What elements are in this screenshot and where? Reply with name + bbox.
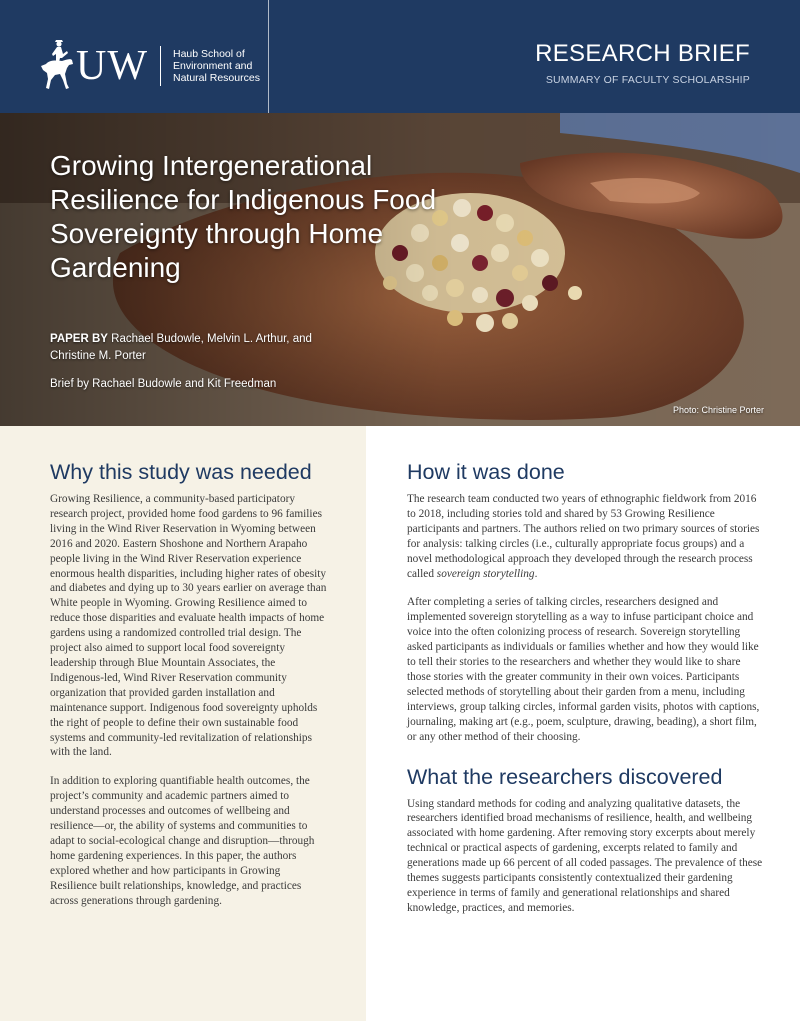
paper-by-label: PAPER BY: [50, 333, 108, 345]
uw-wordmark: UW: [76, 43, 148, 89]
research-brief-title: RESEARCH BRIEF: [535, 40, 750, 67]
school-line-1: Haub School of: [172, 48, 245, 60]
school-line-3: Natural Resources: [172, 72, 260, 84]
right-column-content: [407, 460, 765, 916]
header-band: [0, 0, 800, 113]
header-vertical-divider: [268, 0, 269, 113]
paper-authors: [50, 331, 350, 365]
why-needed-paragraph-1: Growing Resilience, a community-based participatory research project, provided home food gardens to 96 families living in the Wind River Reservation in Wyoming between 2016 and 2020. Eastern Shoshone and Northern Arapaho people living in the Wind River Reservation experience enormous health disparities, including higher rates of obesity and diabetes and dying up to 30 years earlier on average than White people in Wyoming. Growing Resilience aimed to reduce those disparities and evaluate health impacts of home gardens using a randomized controlled trial design. The project also aimed to support local food sovereignty leadership through Blue Mountain Associates, the Indigenous-led, Wind River Reservation community organization that provided garden installation and maintenance support. Indigenous food sovereignty upholds the right of people to define their own sustainable food systems and community-led revitalization of relationships with the land.: [50, 493, 327, 759]
school-name: [173, 48, 260, 84]
right-column: [366, 426, 800, 1021]
how-done-heading: How it was done: [407, 460, 565, 484]
brief-headline: Growing Intergenerational Resilience for Indigenous Food Sovereignty through Home Gardening: [50, 150, 437, 283]
how-done-paragraph-1: [407, 492, 765, 581]
why-needed-heading: Why this study was needed: [50, 460, 312, 484]
how-done-paragraph-1-end: .: [534, 567, 538, 580]
left-column-content: [50, 460, 328, 908]
photo-credit: Photo: Christine Porter: [672, 405, 764, 415]
why-needed-paragraph-2: In addition to exploring quantifiable health outcomes, the project’s community and academic partners aimed to understand processes and outcomes of wellbeing and resilience—or, the ability of systems and communities to adapt to social-ecological change and disruption—through home gardening experiences. In this paper, the authors explored whether and how participants in Growing Resilience built relationships, knowledge, and practices across generations through gardening.: [50, 775, 315, 907]
school-line-2: Environment and: [172, 60, 253, 72]
discovered-paragraph: Using standard methods for coding and analyzing qualitative datasets, the researchers identified broad mechanisms of resilience, health, and wellbeing associated with home gardening. After removing story excerpts about merely technical or practical aspects of gardening, excerpts related to family and generations made up 66 percent of all coded passages. The prevalence of these themes suggests participants consistently contextualized their gardening experience in terms of family and generational relationships and shared knowledge, practices, and memories.: [407, 797, 763, 914]
discovered-heading: What the researchers discovered: [407, 764, 723, 789]
brief-authors: Brief by Rachael Budowle and Kit Freedman: [50, 378, 277, 390]
logo-divider: [160, 46, 161, 86]
paper-author-names: Rachael Budowle, Melvin L. Arthur, and Christine M. Porter: [50, 333, 312, 362]
bucking-horse-rider-icon: [40, 40, 74, 92]
hero-photo: [0, 113, 800, 426]
research-brief-subtitle: SUMMARY OF FACULTY SCHOLARSHIP: [545, 74, 750, 86]
how-done-paragraph-2: After completing a series of talking circles, researchers designed and implemented sovereign storytelling as a way to infuse participant choice and voice into the often colonizing process of research. Sovereign storytelling asked participants as individuals or families whether and how they would like to tell their stories to the researchers and whether they would like to share those stories with the greater community in their own voices. Participants selected methods of storytelling about their garden from a menu, including interviews, group talking circles, informal garden visits, photos with captions, journaling, making art (e.g., poem, sculpture, drawing, beading), a short film, or any other method of their choosing.: [407, 596, 760, 743]
uw-logo: [40, 40, 260, 92]
sovereign-storytelling-term: sovereign storytelling: [436, 567, 535, 580]
left-column: [0, 426, 366, 1021]
how-done-paragraph-1-text: The research team conducted two years of ethnographic fieldwork from 2016 to 2018, including stories told and shared by 53 Growing Resilience participants and partners. The authors relied on two primary sources of stories for analysis: talking circles (i.e., culturally appropriate focus groups) and a novel methodological approach they developed through the research process called: [407, 493, 760, 580]
